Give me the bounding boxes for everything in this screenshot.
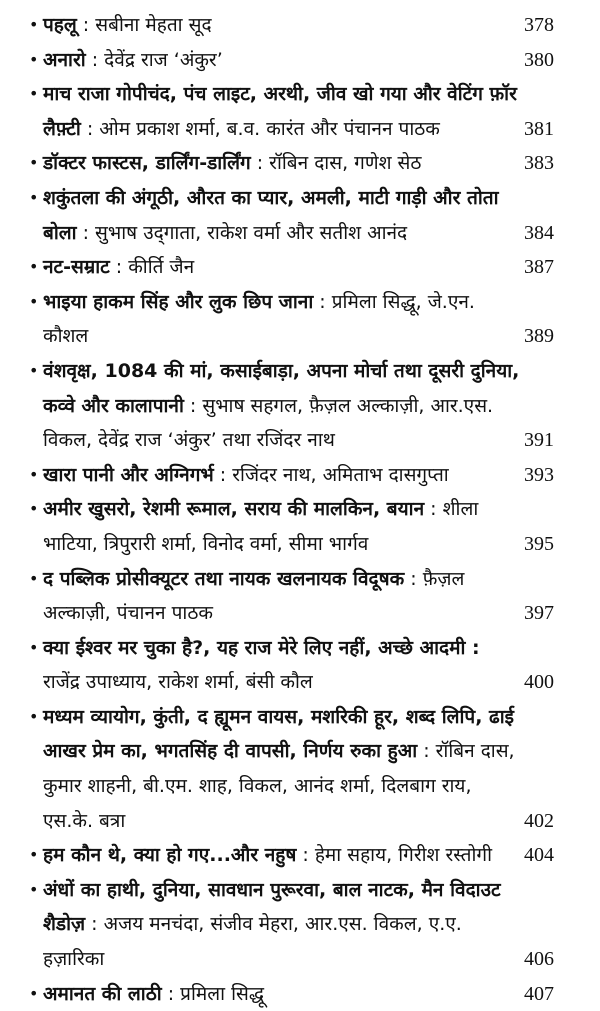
directors: : कीर्ति जैन — [109, 256, 195, 279]
page-number: 378 — [524, 14, 554, 36]
toc-entry-line — [0, 700, 600, 735]
toc-entry — [0, 250, 600, 285]
bullet-icon: • — [29, 706, 39, 726]
directors: कौशल — [43, 325, 89, 348]
play-titles: आखर प्रेम का, भगतसिंह दी वापसी, निर्णय रुका हुआ — [43, 740, 418, 763]
page-number: 380 — [524, 48, 554, 71]
toc-entry-line — [0, 873, 600, 908]
directors: : फ़ैज़ल — [404, 567, 465, 590]
directors: विकल, देवेंद्र राज ‘अंकुर’ तथा रजिंदर नाथ — [43, 429, 335, 452]
play-titles: भाइया हाकम सिंह और लुक छिप जाना — [43, 290, 314, 313]
toc-entry-line — [0, 216, 600, 251]
directors: : रजिंदर नाथ, अमिताभ दासगुप्ता — [213, 463, 449, 486]
bullet-icon: • — [29, 257, 39, 277]
bullet-icon: • — [29, 291, 39, 311]
bullet-icon: • — [29, 464, 39, 484]
play-titles: बोला — [43, 221, 77, 244]
toc-entry-line — [0, 492, 600, 527]
toc-entry-line — [0, 181, 600, 216]
play-titles: मध्यम व्यायोग, कुंती, द ह्यूमन वायस, मशरिकी हूर, शब्द लिपि, ढाई — [43, 705, 514, 728]
directors: हज़ारिका — [43, 948, 105, 971]
toc-entry — [0, 77, 600, 146]
play-titles: अनारो — [43, 48, 86, 71]
bullet-icon: • — [29, 983, 39, 1003]
bullet-icon: • — [29, 49, 39, 69]
play-titles: नट-सम्राट — [43, 256, 110, 279]
table-of-contents — [0, 8, 600, 1011]
toc-entry-line — [0, 43, 600, 78]
directors: राजेंद्र उपाध्याय, राकेश शर्मा, बंसी कौल — [43, 671, 313, 694]
directors: : सबीना मेहता सूद — [76, 14, 212, 36]
bullet-icon: • — [29, 637, 39, 657]
page-number: 393 — [524, 463, 554, 486]
page-number: 381 — [524, 117, 554, 140]
bullet-icon: • — [29, 360, 39, 380]
toc-entry-line — [0, 250, 600, 285]
play-titles: शैडोज़ — [43, 913, 86, 936]
play-titles: डॉक्टर फास्टस, डार्लिंग-डार्लिंग — [43, 152, 251, 175]
toc-entry — [0, 8, 600, 43]
toc-entry-line — [0, 423, 600, 458]
toc-entry-line — [0, 8, 600, 43]
directors: : देवेंद्र राज ‘अंकुर’ — [85, 48, 223, 71]
toc-entry-line — [0, 389, 600, 424]
toc-entry-line — [0, 596, 600, 631]
play-titles: क्या ईश्वर मर चुका है?, यह राज मेरे लिए नहीं, अच्छे आदमी : — [43, 636, 480, 659]
toc-entry-line — [0, 769, 600, 804]
page-number: 404 — [524, 844, 554, 867]
bullet-icon: • — [29, 845, 39, 865]
directors: : शीला — [424, 498, 479, 521]
page-number: 395 — [524, 532, 554, 555]
toc-entry — [0, 700, 600, 838]
play-titles: लैफ़्टी — [43, 117, 81, 140]
bullet-icon: • — [29, 153, 39, 173]
play-titles: पहलू — [43, 14, 77, 36]
toc-entry-line — [0, 77, 600, 112]
page-number: 387 — [524, 256, 554, 279]
toc-entry-line — [0, 942, 600, 977]
directors: एस.के. बत्रा — [43, 809, 126, 832]
toc-entry — [0, 977, 600, 1011]
play-titles: अमानत की लाठी — [43, 982, 162, 1005]
play-titles: शकुंतला की अंगूठी, औरत का प्यार, अमली, माटी गाड़ी और तोता — [43, 186, 499, 209]
directors: : हेमा सहाय, गिरीश रस्तोगी — [296, 844, 493, 867]
page-number: 389 — [524, 325, 554, 348]
page-number: 406 — [524, 948, 554, 971]
toc-entry-line — [0, 146, 600, 181]
bullet-icon: • — [29, 568, 39, 588]
toc-entry-line — [0, 562, 600, 597]
toc-entry — [0, 354, 600, 458]
directors: कुमार शाहनी, बी.एम. शाह, विकल, आनंद शर्मा, दिलबाग राय, — [43, 775, 472, 798]
play-titles: द पब्लिक प्रोसीक्यूटर तथा नायक खलनायक विदूषक — [43, 567, 405, 590]
directors: : प्रमिला सिद्धू — [161, 982, 265, 1005]
page-number: 384 — [524, 221, 554, 244]
toc-entry-line — [0, 631, 600, 666]
directors: : अजय मनचंदा, संजीव मेहरा, आर.एस. विकल, ए.ए. — [85, 913, 462, 936]
directors: : सुभाष उद्‌गाता, राकेश वर्मा और सतीश आनंद — [76, 221, 408, 244]
toc-entry — [0, 838, 600, 873]
page-number: 400 — [524, 671, 554, 694]
bullet-icon: • — [29, 84, 39, 104]
toc-entry-line — [0, 977, 600, 1011]
play-titles: अंधों का हाथी, दुनिया, सावधान पुरूरवा, बाल नाटक, मैन विदाउट — [43, 878, 501, 901]
toc-entry-line — [0, 112, 600, 147]
directors: : रॉबिन दास, — [417, 740, 515, 763]
play-titles: कव्वे और कालापानी — [43, 394, 184, 417]
toc-entry-line — [0, 354, 600, 389]
toc-entry — [0, 631, 600, 700]
toc-entry — [0, 285, 600, 354]
bullet-icon: • — [29, 187, 39, 207]
play-titles: हम कौन थे, क्या हो गए...और नहुष — [43, 844, 297, 867]
play-titles: वंशवृक्ष, 1084 की मां, कसाईबाड़ा, अपना मोर्चा तथा दूसरी दुनिया, — [43, 359, 520, 382]
directors: अल्काज़ी, पंचानन पाठक — [43, 602, 213, 625]
toc-entry-line — [0, 319, 600, 354]
toc-entry — [0, 458, 600, 493]
play-titles: माच राजा गोपीचंद, पंच लाइट, अरथी, जीव खो गया और वेटिंग फ़ॉर — [43, 83, 517, 106]
toc-entry — [0, 873, 600, 977]
toc-entry — [0, 43, 600, 78]
directors: भाटिया, त्रिपुरारी शर्मा, विनोद वर्मा, सीमा भार्गव — [43, 532, 369, 555]
page-number: 402 — [524, 809, 554, 832]
play-titles: खारा पानी और अग्निगर्भ — [43, 463, 214, 486]
toc-entry — [0, 492, 600, 561]
toc-entry — [0, 562, 600, 631]
toc-entry-line — [0, 838, 600, 873]
bullet-icon: • — [29, 879, 39, 899]
toc-entry-line — [0, 285, 600, 320]
page-number: 383 — [524, 152, 554, 175]
toc-entry-line — [0, 527, 600, 562]
toc-entry — [0, 181, 600, 250]
toc-entry-line — [0, 458, 600, 493]
bullet-icon: • — [29, 15, 39, 34]
toc-entry-line — [0, 734, 600, 769]
directors: : प्रमिला सिद्धू, जे.एन. — [313, 290, 475, 313]
toc-entry — [0, 146, 600, 181]
page-number: 397 — [524, 602, 554, 625]
play-titles: अमीर खुसरो, रेशमी रूमाल, सराय की मालकिन, बयान — [43, 498, 425, 521]
toc-entry-line — [0, 907, 600, 942]
directors: : रॉबिन दास, गणेश सेठ — [250, 152, 422, 175]
directors: : ओम प्रकाश शर्मा, ब.व. कारंत और पंचानन पाठक — [80, 117, 440, 140]
bullet-icon: • — [29, 499, 39, 519]
page-number: 407 — [524, 982, 554, 1005]
directors: : सुभाष सहगल, फ़ैज़ल अल्काज़ी, आर.एस. — [183, 394, 494, 417]
toc-entry-line — [0, 804, 600, 839]
toc-entry-line — [0, 665, 600, 700]
page-number: 391 — [524, 429, 554, 452]
